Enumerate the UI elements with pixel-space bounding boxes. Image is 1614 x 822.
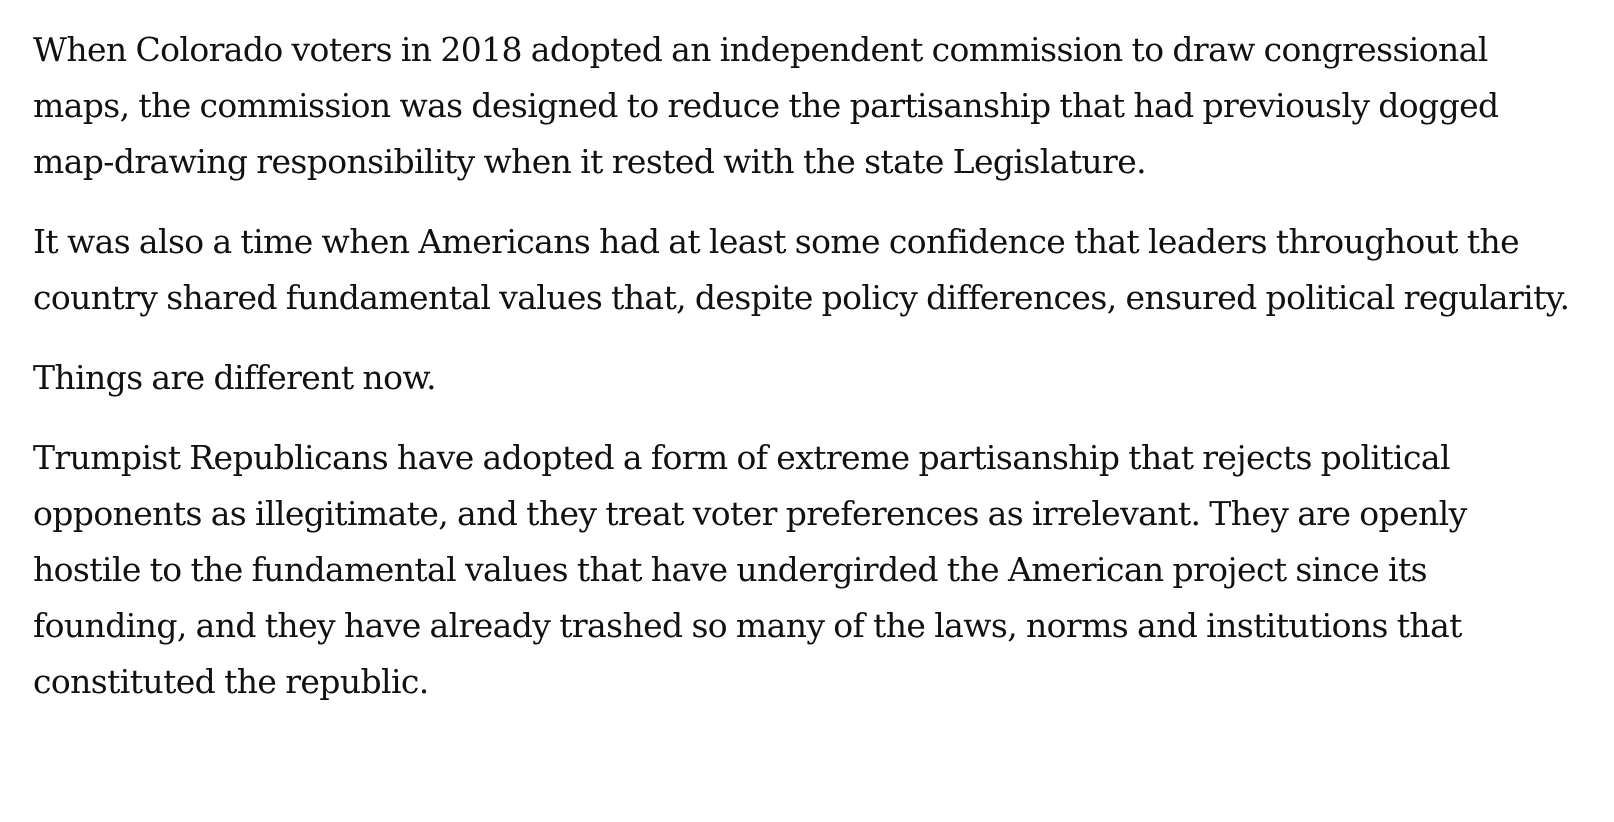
paragraph-1: When Colorado voters in 2018 adopted an independent commission to draw congressional maps, the commission was designed to reduce the partisanship that had previously dogged map-drawing responsibility when it rested with the state Legislature. bbox=[33, 30, 1499, 181]
paragraph-3: Things are different now. bbox=[33, 358, 436, 397]
paragraph-2: It was also a time when Americans had at least some confidence that leaders throughout the country shared fundamental values that, despite policy differences, ensured political regularity. bbox=[33, 222, 1570, 317]
paragraph-4: Trumpist Republicans have adopted a form of extreme partisanship that rejects political opponents as illegitimate, and they treat voter preferences as irrelevant. They are openly hostile to the fundamental values that have undergirded the American project since its founding, and they have already trashed so many of the laws, norms and institutions that constituted the republic. bbox=[33, 438, 1467, 701]
